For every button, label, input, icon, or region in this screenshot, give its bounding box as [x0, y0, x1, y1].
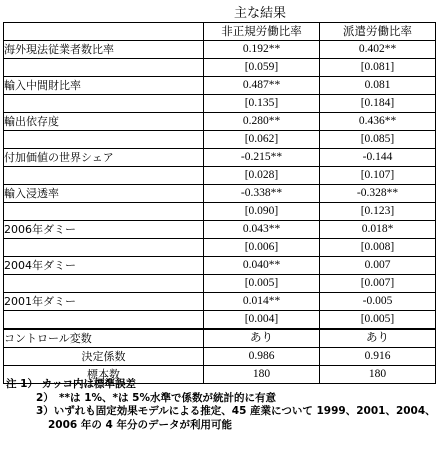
coef-cell: 0.402** [320, 41, 436, 59]
se-row [4, 167, 436, 185]
notes [6, 378, 434, 432]
r2-value-dispatch: 0.916 [320, 348, 436, 366]
coef-cell: 0.040** [204, 257, 320, 275]
coef-cell: -0.338** [204, 185, 320, 203]
se-cell: [0.107] [320, 167, 436, 185]
se-cell: [0.028] [204, 167, 320, 185]
se-label-blank [4, 311, 204, 330]
se-row [4, 59, 436, 77]
header-row [4, 23, 436, 41]
coef-row [4, 113, 436, 131]
note-3: 3）いずれも固定効果モデルによる推定、45 産業について 1999、2001、2004、 [36, 405, 436, 417]
se-cell: [0.085] [320, 131, 436, 149]
variable-label: 輸出依存度 [4, 113, 204, 131]
variable-label: 2001年ダミー [4, 293, 204, 311]
control-value-nonregular: あり [204, 329, 320, 348]
se-cell: [0.005] [204, 275, 320, 293]
column-header-nonregular: 非正規労働比率 [204, 23, 320, 41]
note-1: 注 1） カッコ内は標準誤差 [6, 378, 137, 390]
se-label-blank [4, 239, 204, 257]
coef-row [4, 293, 436, 311]
se-cell: [0.123] [320, 203, 436, 221]
coef-cell: 0.436** [320, 113, 436, 131]
se-row [4, 203, 436, 221]
se-cell: [0.005] [320, 311, 436, 330]
r2-value-nonregular: 0.986 [204, 348, 320, 366]
se-label-blank [4, 275, 204, 293]
coef-cell: -0.215** [204, 149, 320, 167]
table-title: 主な結果 [233, 6, 286, 21]
coef-cell: 0.043** [204, 221, 320, 239]
variable-label: 輸入浸透率 [4, 185, 204, 203]
variable-label: 2004年ダミー [4, 257, 204, 275]
coef-cell: 0.192** [204, 41, 320, 59]
se-cell: [0.135] [204, 95, 320, 113]
se-label-blank [4, 95, 204, 113]
n-label: 標本数 [4, 366, 204, 384]
control-label: コントロール変数 [4, 329, 204, 348]
n-value-dispatch: 180 [320, 366, 436, 384]
coef-cell: -0.328** [320, 185, 436, 203]
se-cell: [0.008] [320, 239, 436, 257]
coef-cell: 0.487** [204, 77, 320, 95]
control-value-dispatch: あり [320, 329, 436, 348]
coef-cell: 0.014** [204, 293, 320, 311]
variable-label: 海外現法従業者数比率 [4, 41, 204, 59]
variable-label: 輸入中間財比率 [4, 77, 204, 95]
coef-row [4, 257, 436, 275]
se-row [4, 311, 436, 330]
se-label-blank [4, 203, 204, 221]
se-label-blank [4, 167, 204, 185]
se-cell: [0.184] [320, 95, 436, 113]
r2-label: 決定係数 [4, 348, 204, 366]
r2-row [4, 348, 436, 366]
coef-row [4, 221, 436, 239]
variables-body [4, 41, 436, 330]
coef-cell: 0.018* [320, 221, 436, 239]
se-label-blank [4, 131, 204, 149]
variable-label: 2006年ダミー [4, 221, 204, 239]
header-blank [4, 23, 204, 41]
coef-row [4, 77, 436, 95]
coef-cell: 0.280** [204, 113, 320, 131]
se-cell: [0.059] [204, 59, 320, 77]
se-cell: [0.004] [204, 311, 320, 330]
variable-label: 付加価値の世界シェア [4, 149, 204, 167]
se-cell: [0.007] [320, 275, 436, 293]
se-label-blank [4, 59, 204, 77]
se-cell: [0.081] [320, 59, 436, 77]
coef-row [4, 185, 436, 203]
se-row [4, 239, 436, 257]
control-row [4, 329, 436, 348]
coef-cell: -0.005 [320, 293, 436, 311]
coef-cell: -0.144 [320, 149, 436, 167]
column-header-dispatch: 派遣労働比率 [320, 23, 436, 41]
coef-cell: 0.081 [320, 77, 436, 95]
coef-cell: 0.007 [320, 257, 436, 275]
se-cell: [0.090] [204, 203, 320, 221]
se-cell: [0.062] [204, 131, 320, 149]
results-table [3, 22, 436, 384]
se-row [4, 131, 436, 149]
coef-row [4, 41, 436, 59]
se-cell: [0.006] [204, 239, 320, 257]
n-value-nonregular: 180 [204, 366, 320, 384]
se-row [4, 95, 436, 113]
coef-row [4, 149, 436, 167]
se-row [4, 275, 436, 293]
note-4: 2006 年の 4 年分のデータが利用可能 [48, 418, 232, 431]
note-2: 2） **は 1%、*は 5%水準で係数が統計的に有意 [36, 391, 276, 404]
